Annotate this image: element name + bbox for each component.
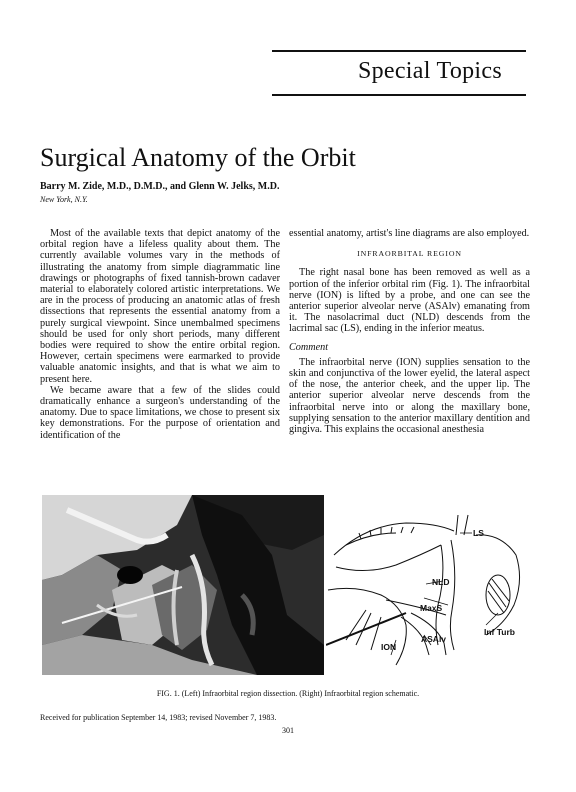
label-ion: ION: [381, 642, 397, 652]
label-inf-turb: Inf Turb: [484, 627, 515, 637]
body-paragraph-continued: essential anatomy, artist's line diagrams are also employed.: [289, 228, 530, 239]
article-title: Surgical Anatomy of the Orbit: [40, 143, 356, 172]
received-note: Received for publication September 14, 1983; revised November 7, 1983.: [40, 713, 277, 722]
article-affiliation: New York, N.Y.: [40, 195, 88, 204]
label-ls: LS: [473, 528, 484, 538]
label-maxs: MaxS: [420, 603, 443, 613]
body-paragraph: The infraorbital nerve (ION) supplies sensation to the skin and conjunctiva of the lower eyelid, the lateral aspect of the nose, the anterior cheek, and the upper lip. The anterior superior alveolar nerve descends from the infraorbital nerve into or along the maxillary bone, supplying sensation to the anterior maxillary dentition and gingiva. This explains the occasional anesthesia: [289, 356, 530, 436]
body-column-right: [289, 228, 530, 435]
label-nld: NLD: [432, 577, 450, 587]
body-paragraph: The right nasal bone has been removed as well as a portion of the inferior orbital rim (Fig. 1). The infraorbital nerve (ION) is lifted by a probe, and one can see the anterior superior alveolar nerve (ASAlv) emanating from it. The nasolacrimal duct (NLD) descends from the lacrimal sac (LS), ending in the inferior meatus.: [289, 267, 530, 335]
article-authors: Barry M. Zide, M.D., D.M.D., and Glenn W. Jelks, M.D.: [40, 181, 280, 192]
header-rule-top: [272, 50, 526, 52]
schematic-diagram: [326, 495, 536, 675]
section-heading: Special Topics: [357, 58, 502, 84]
comment-heading: Comment: [289, 341, 329, 353]
header-rule-bottom: [272, 94, 526, 96]
body-paragraph: We became aware that a few of the slides could dramatically enhance a surgeon's understanding of the anatomy. Due to space limitations, we chose to present six key demonstrations. For the purpose of orientation and identification of the: [40, 384, 280, 441]
page-number: 301: [282, 726, 294, 735]
figure-caption: FIG. 1. (Left) Infraorbital region dissection. (Right) Infraorbital region schematic.: [156, 689, 420, 698]
body-column-left: [40, 228, 280, 441]
dissection-photo: [42, 495, 324, 675]
body-paragraph: Most of the available texts that depict anatomy of the orbital region have a lifeless quality about them. The currently available volumes vary in the methods of illustrating the anatomy from simple diagrammatic line drawings or photographs of fixed tannish-brown cadaver material to elaborately colored artistic interpretations. We are in the process of producing an anatomic atlas of fresh dissections that represents the essential anatomy from a purely surgical viewpoint. Since unembalmed specimens should be used for only short periods, many different bodies were required to show the entire orbital region. However, certain specimens were earmarked to provide valuable anatomic insights, and that is what we aim to present here.: [40, 228, 280, 385]
section-subheading: INFRAORBITAL REGION: [357, 249, 462, 259]
label-asalv: ASAlv: [421, 634, 447, 644]
